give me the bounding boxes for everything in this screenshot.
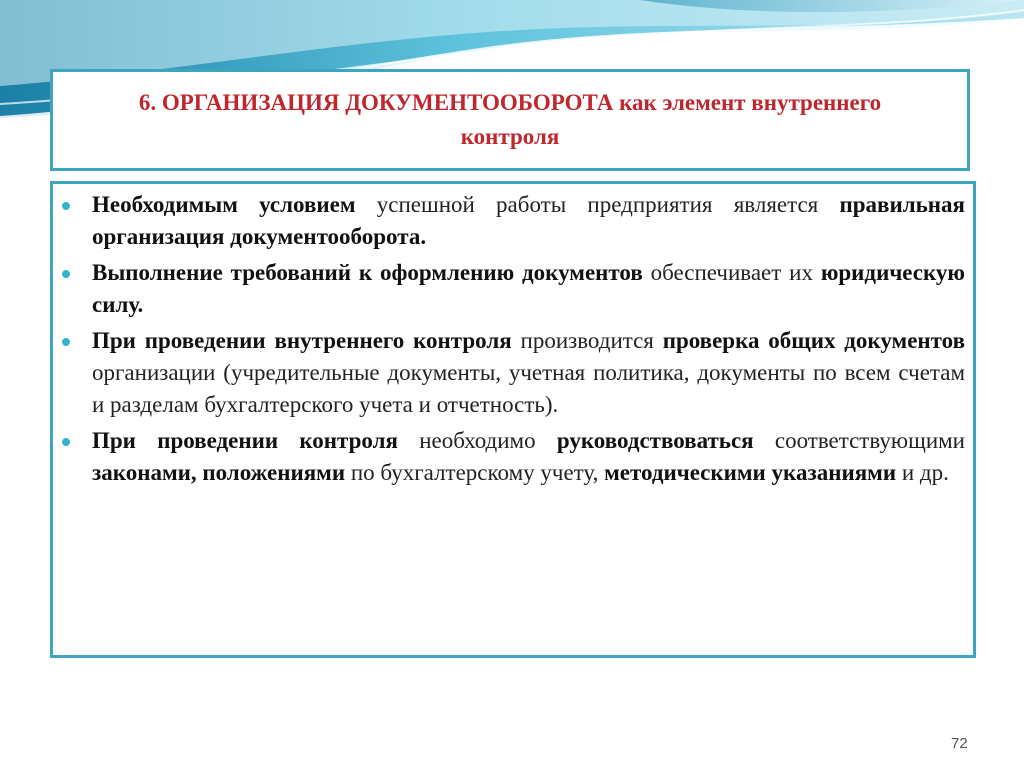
body-text: производится [511, 328, 663, 353]
body-text: соответствующими [753, 428, 965, 453]
bullet-list [53, 184, 973, 489]
bullet-item [92, 257, 965, 321]
bold-text: При проведении внутреннего контроля [92, 328, 512, 353]
bullet-item [92, 325, 965, 421]
bold-text: Необходимым условием [92, 192, 356, 217]
bullet-dot-icon [62, 202, 70, 210]
bullet-item [92, 425, 965, 489]
bullet-dot-icon [62, 270, 70, 278]
bold-text: методическими указаниями [604, 460, 897, 485]
bullet-dot-icon [62, 438, 70, 446]
bullet-item [92, 189, 965, 253]
bullet-dot-icon [62, 338, 70, 346]
page-number: 72 [951, 735, 968, 752]
bold-text: правильная организация документооборота. [92, 192, 965, 249]
content-box [50, 181, 976, 658]
bold-text: законами, положениями [92, 460, 346, 485]
title-box [50, 69, 970, 171]
body-text: по бухгалтерскому учету, [345, 460, 605, 485]
body-text: обеспечивает их [642, 260, 821, 285]
body-text: необходимо [397, 428, 557, 453]
bold-text: юридическую силу. [92, 260, 965, 317]
bold-text: руководствоваться [556, 428, 754, 453]
body-text: и др. [896, 460, 949, 485]
bold-text: Выполнение требований к оформлению документов [92, 260, 643, 285]
slide-title: 6. ОРГАНИЗАЦИЯ ДОКУМЕНТООБОРОТА как элемент внутреннего контроля [138, 90, 882, 149]
body-text: успешной работы предприятия является [355, 192, 840, 217]
body-text: организации (учредительные документы, учетная политика, документы по всем счетам и разделам бухгалтерского учета и отчетность). [92, 360, 965, 417]
bold-text: При проведении контроля [92, 428, 398, 453]
bold-text: проверка общих документов [662, 328, 966, 353]
